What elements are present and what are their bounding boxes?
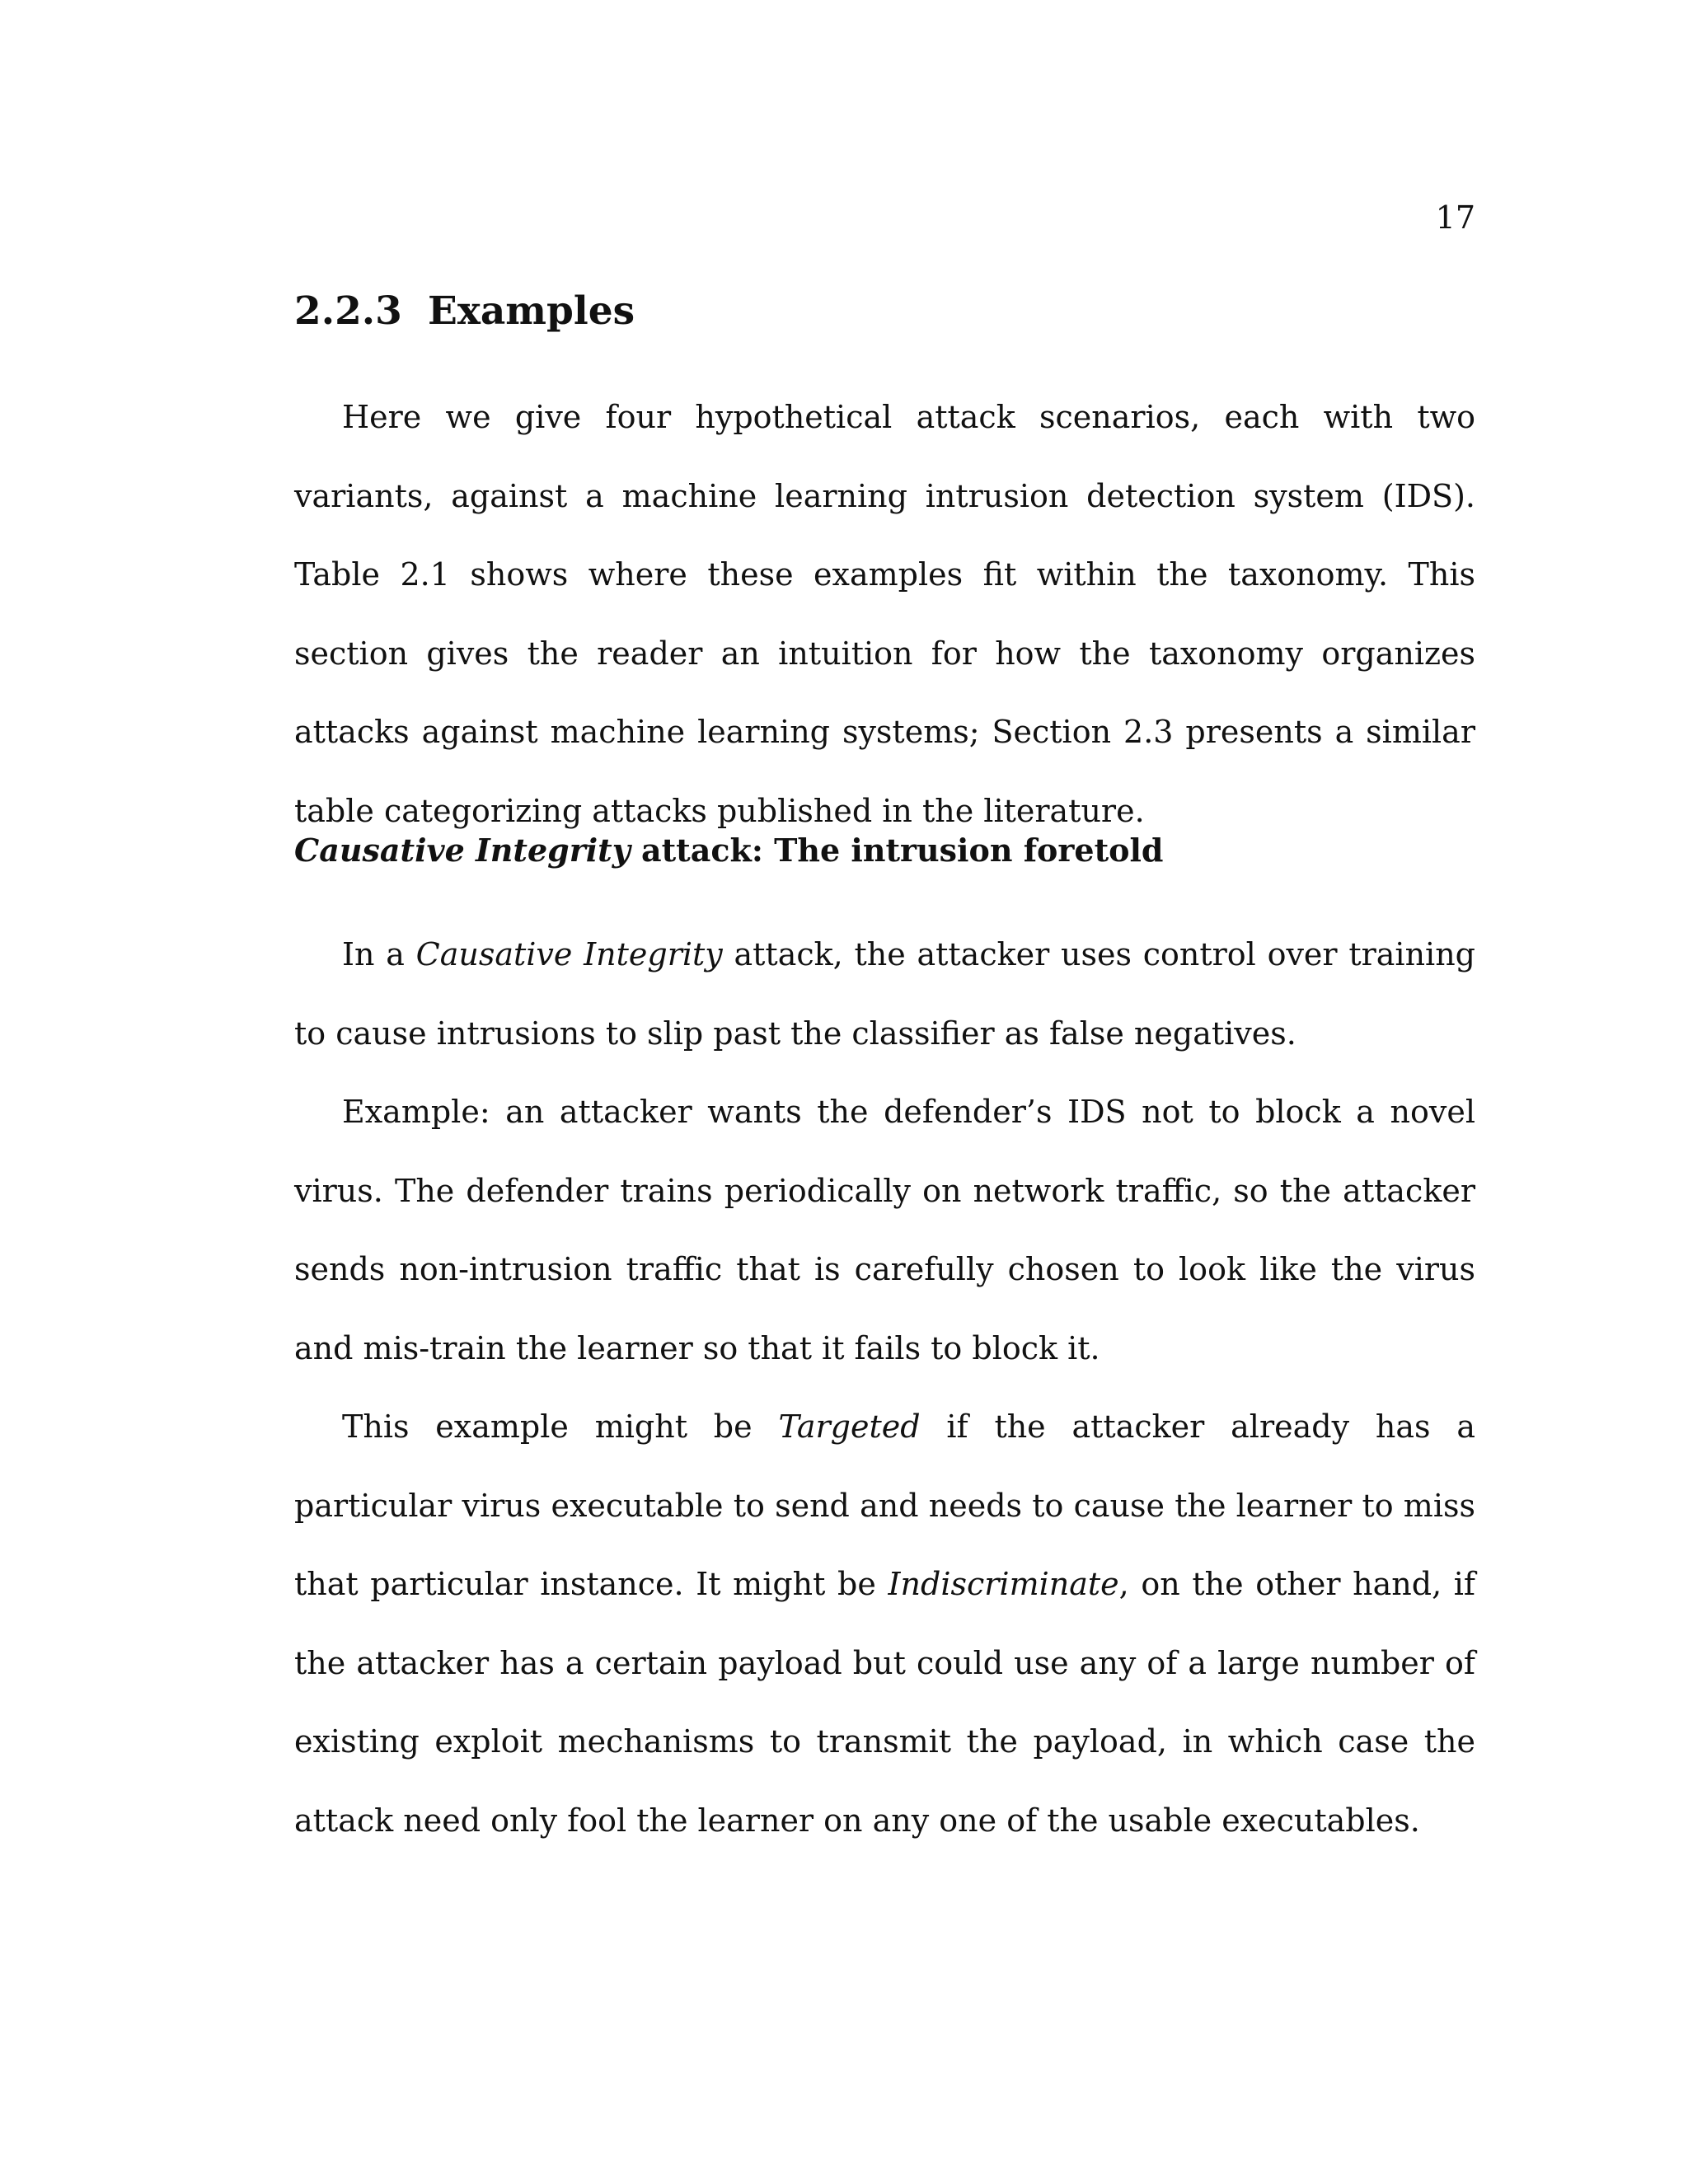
section-heading [294,288,635,335]
page-number: 17 [1435,199,1475,236]
subsection-title-emphasis: Causative Integrity [294,832,631,869]
section-number: 2.2.3 [294,288,402,334]
subsection-title-rest: attack: The intrusion foretold [630,832,1164,869]
intro-paragraph: Here we give four hypothetical attack scenarios, each with two variants, against a machine learning intrusion detection system (IDS). Table 2.1 shows where these examples fit within the taxonomy. This section gives the reader an intuition for how the taxonomy organizes attacks against machine learning systems; Section 2.3 presents a similar table categorizing attacks published in the literature. [294,399,1475,829]
variants-emphasis-indiscriminate: Indiscriminate [888,1566,1119,1602]
variants-text-1: This example might be [342,1408,779,1445]
example-paragraph: Example: an attacker wants the defender’s IDS not to block a novel virus. The defender trains periodically on network traffic, so the attacker sends non-intrusion traffic that is carefully chosen to look like the virus and mis-train the learner so that it fails to block it. [294,1094,1475,1366]
definition-emphasis: Causative Integrity [415,936,723,972]
variants-text-3: , on the other hand, if the attacker has a certain payload but could use any of a large number of existing exploit mechanisms to transmit the payload, in which case the attack need only fool the learner on any one of the usable executables. [294,1566,1475,1839]
subsection-heading [294,832,1164,869]
definition-prefix: In a [342,936,416,972]
variants-paragraph [294,1388,1475,1860]
variants-text-2: if the attacker already has a particular virus executable to send and needs to cause the learner to miss that particular instance. It might be [294,1408,1475,1602]
definition-suffix: attack, the attacker uses control over training to cause intrusions to slip past the classifier as false negatives. [294,936,1475,1052]
variants-emphasis-targeted: Targeted [778,1408,921,1445]
definition-paragraph [294,916,1475,1073]
section-title: Examples [428,288,635,334]
